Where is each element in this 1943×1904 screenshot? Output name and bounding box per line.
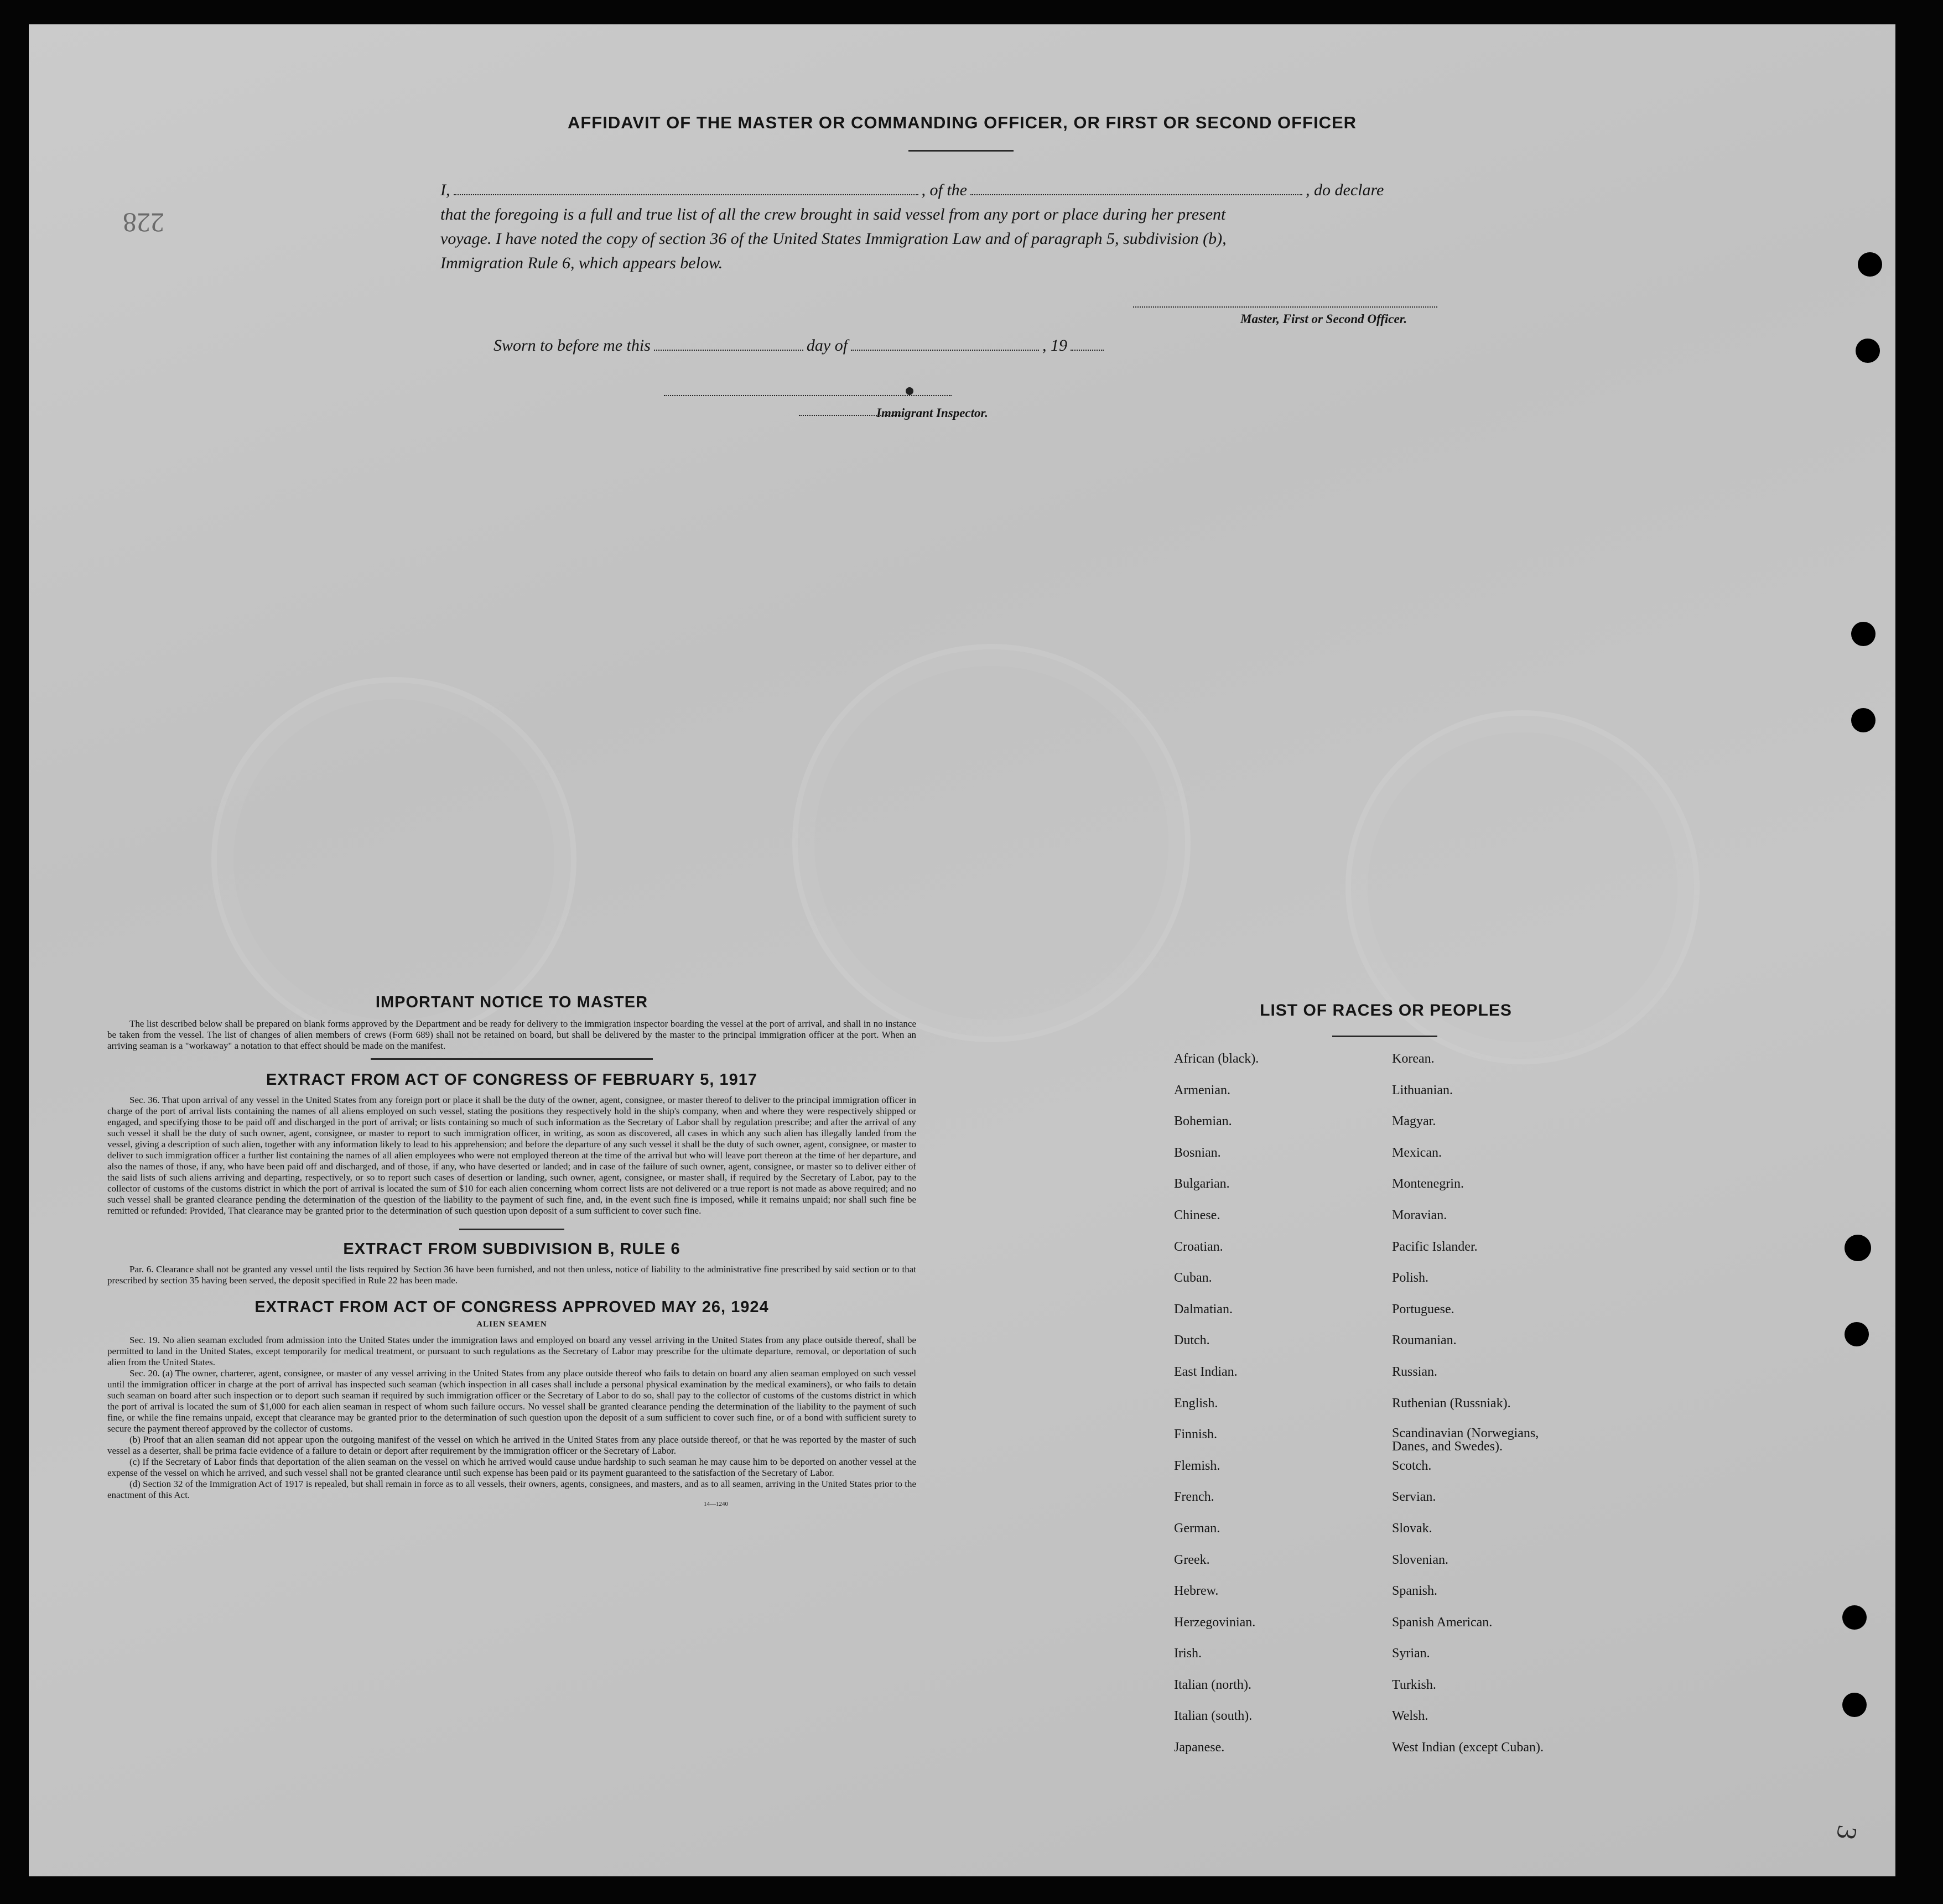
extract-1917-title: EXTRACT FROM ACT OF CONGRESS OF FEBRUARY 5, 1917 xyxy=(266,1071,758,1089)
race-item: Croatian. xyxy=(1174,1239,1223,1254)
race-item: Lithuanian. xyxy=(1392,1083,1453,1097)
affidavit-i: I, xyxy=(440,181,450,199)
race-item: Armenian. xyxy=(1174,1083,1230,1097)
race-item: Chinese. xyxy=(1174,1208,1220,1222)
race-item: Herzegovinian. xyxy=(1174,1615,1256,1630)
race-item: Dutch. xyxy=(1174,1333,1210,1348)
affidavit-of-the: , of the xyxy=(921,181,967,199)
notice-text: The list described below shall be prepared on blank forms approved by the Department and be ready for delivery to the immigration inspector boarding the vessel at the port of arrival, and shall in no instance be taken from the vessel. The list of changes of alien members of crews (Form 689) shall not be retained on board, but shall be delivered by the master to the principal immigration officer at the port. When an arriving seaman is a "workaway" a notation to that effect should be made on the manifest. xyxy=(107,1018,916,1051)
race-item: West Indian (except Cuban). xyxy=(1392,1740,1544,1755)
race-item: Hebrew. xyxy=(1174,1584,1219,1599)
binder-hole xyxy=(1842,1693,1867,1717)
ghost-seal-left xyxy=(211,677,576,1042)
affidavit-declare: , do declare xyxy=(1306,181,1384,199)
extract-1924-sec19: Sec. 19. No alien seaman excluded from admission into the United States under the immigration laws and employed on board any vessel arriving in the United States from any place outside thereof, shall be permitted to land in the United States, except temporarily for medical treatment, or pursuant to such regulations as the Secretary of Labor may prescribe for the ultimate departure, removal, or deportation of such alien from the United States. xyxy=(107,1335,916,1367)
extract-1924-sec20b: (b) Proof that an alien seaman did not appear upon the outgoing manifest of the vessel on which he arrived in the United States from any place outside thereof, or that he was reported by the master of such vessel as a deserter, shall be prima facie evidence of a failure to detain or deport after requirement by the immigration officer or the Secretary of Labor. xyxy=(107,1434,916,1456)
affidavit-line-1 xyxy=(440,178,1514,202)
races-title-rule xyxy=(1332,1036,1437,1037)
race-item: Irish. xyxy=(1174,1646,1202,1661)
affidavit-line-2: that the foregoing is a full and true list of all the crew brought in said vessel from any port or place during her present xyxy=(440,205,1226,223)
race-item: Turkish. xyxy=(1392,1677,1436,1692)
race-item: Syrian. xyxy=(1392,1646,1430,1661)
extract-1924-sec20d: (d) Section 32 of the Immigration Act of 1917 is repealed, but shall remain in force as to all vessels, their owners, agents, consignees, and masters, and as to all seamen, arriving in the United States prior to the enactment of this Act. xyxy=(107,1479,916,1500)
race-item: Italian (south). xyxy=(1174,1709,1253,1724)
inspector-label: Immigrant Inspector. xyxy=(876,406,988,420)
race-item: Scotch. xyxy=(1392,1458,1432,1473)
race-item: Italian (north). xyxy=(1174,1677,1251,1692)
margin-stamp: 228 xyxy=(123,207,164,238)
race-item: Scandinavian (Norwegians, Danes, and Swedes). xyxy=(1392,1426,1539,1454)
race-item: Finnish. xyxy=(1174,1427,1218,1442)
race-item: English. xyxy=(1174,1396,1218,1411)
race-item: Montenegrin. xyxy=(1392,1177,1464,1192)
sworn-year-blank[interactable] xyxy=(1071,349,1104,351)
race-item: Welsh. xyxy=(1392,1709,1428,1724)
corner-mark: 3 xyxy=(1830,1823,1864,1843)
race-item: German. xyxy=(1174,1521,1220,1536)
race-item: Bulgarian. xyxy=(1174,1177,1230,1192)
race-item: Slovak. xyxy=(1392,1521,1432,1536)
affidavit-body xyxy=(440,178,1514,275)
race-item: Moravian. xyxy=(1392,1208,1447,1222)
race-item: Dalmatian. xyxy=(1174,1302,1233,1317)
race-item: Greek. xyxy=(1174,1552,1210,1567)
races-title: LIST OF RACES OR PEOPLES xyxy=(1260,1001,1512,1019)
race-item: Ruthenian (Russniak). xyxy=(1392,1396,1511,1411)
race-item: Bosnian. xyxy=(1174,1145,1221,1160)
race-item: Cuban. xyxy=(1174,1271,1212,1286)
race-item: Flemish. xyxy=(1174,1458,1220,1473)
affidavit-title: AFFIDAVIT OF THE MASTER OR COMMANDING OFFICER, OR FIRST OR SECOND OFFICER xyxy=(567,113,1357,132)
document-page xyxy=(29,24,1895,1876)
races-left-column xyxy=(1174,1051,1384,1771)
extract-1917-text: Sec. 36. That upon arrival of any vessel in the United States from any foreign port or place it shall be the duty of the owner, agent, consignee, or master thereof to deliver to the principal immigration officer in charge of the port of arrival lists containing the names of all aliens employed on such vessel, stating the positions they respectively hold in the ship's company, when and where they were respectively shipped or engaged, and specifying those to be paid off and discharged in the port of arrival; or lists containing so much of such information as the Secretary of Labor shall by regulation prescribe; and after the arrival of any such vessel it shall be the duty of such owner, agent, consignee, or master to report to such immigration officer, in writing, as soon as discovered, all cases in which any such alien has illegally landed from the vessel, giving a description of such alien, together with any information likely to lead to his apprehension; and before the departure of any such vessel it shall be the duty of such owner, agent, consignee, or master to deliver to such immigration officer a further list containing the names of all alien employees who were not employed thereon at the time of the arrival but who will leave port thereon at the time of her departure, and also the names of those, if any, who have been paid off and discharged, and of those, if any, who have deserted or landed; and in case of the failure of such owner, agent, consignee, or master so to deliver either of the said lists of such aliens arriving and departing, respectively, or so to report such cases of desertion or landing, such owner, agent, consignee, or master shall, if required by the Secretary of Labor, pay to the collector of customs of the customs district in which the port of arrival is located the sum of $10 for each alien concerning whom correct lists are not delivered or a true report is not made as above required; and no such vessel shall be granted clearance pending the determination of the question of the liability to the payment of such fine, and, in the event such fine is imposed, while it remains unpaid; nor shall such fine be remitted or refunded: Provided, That clearance may be granted prior to the determination of such question upon deposit of a sum sufficient to cover such fine. xyxy=(107,1095,916,1216)
rule-2 xyxy=(459,1229,564,1230)
inspector-signature-line[interactable] xyxy=(664,395,952,396)
sworn-prefix: Sworn to before me this xyxy=(493,336,651,355)
affidavit-line-4: Immigration Rule 6, which appears below. xyxy=(440,254,723,272)
binder-hole xyxy=(1842,1605,1867,1630)
race-item: Roumanian. xyxy=(1392,1333,1457,1348)
sworn-year: , 19 xyxy=(1042,336,1068,355)
form-number: 14—1240 xyxy=(704,1501,728,1507)
sworn-date-blank[interactable] xyxy=(654,349,803,351)
notice-title: IMPORTANT NOTICE TO MASTER xyxy=(375,993,648,1011)
binder-hole xyxy=(1851,622,1876,646)
race-item: Spanish American. xyxy=(1392,1615,1493,1630)
race-item: Magyar. xyxy=(1392,1114,1436,1129)
left-column xyxy=(107,993,916,1507)
race-item: Spanish. xyxy=(1392,1584,1438,1599)
race-item: Slovenian. xyxy=(1392,1552,1448,1567)
ink-blot xyxy=(906,387,913,395)
races-right-column xyxy=(1392,1051,1646,1771)
race-item: Pacific Islander. xyxy=(1392,1239,1478,1254)
race-item: Polish. xyxy=(1392,1271,1429,1286)
affidavit-title-rule xyxy=(908,150,1014,152)
binder-hole xyxy=(1845,1322,1869,1346)
race-item: Mexican. xyxy=(1392,1145,1442,1160)
binder-hole xyxy=(1858,252,1882,277)
affidavit-line-3: voyage. I have noted the copy of section 36 of the United States Immigration Law and of paragraph 5, subdivision (b), xyxy=(440,230,1227,248)
sworn-line xyxy=(493,336,1107,355)
race-item: Bohemian. xyxy=(1174,1114,1232,1129)
race-item: African (black). xyxy=(1174,1052,1259,1066)
race-item: Japanese. xyxy=(1174,1740,1225,1755)
binder-hole xyxy=(1856,339,1880,363)
race-item: Korean. xyxy=(1392,1052,1435,1066)
sworn-day-of: day of xyxy=(806,336,848,355)
vessel-blank[interactable] xyxy=(970,194,1302,195)
binder-hole xyxy=(1851,708,1876,732)
extract-1924-sec20a: Sec. 20. (a) The owner, charterer, agent, consignee, or master of any vessel arriving in the United States from any place outside thereof who fails to detain on board any alien seaman employed on such vessel until the immigration officer in charge at the port of arrival has inspected such seaman (which inspection in all cases shall include a personal physical examination by the medical examiners), or who fails to detain such seaman on board after such inspection or to deport such seaman if required by such immigration officer or the Secretary of Labor to do so, shall pay to the collector of customs of the customs district in which the port of arrival is located the sum of $1,000 for each alien seaman in respect of whom such failure occurs. No vessel shall be granted clearance pending the determination of the liability to the payment of such fine, or while the fine remains unpaid, except that clearance may be granted prior to the determination of such question upon the deposit of a sum sufficient to cover such fine, or of a bond with sufficient surety to secure the payment thereof approved by the collector of customs. xyxy=(107,1368,916,1434)
rule-1 xyxy=(371,1058,653,1060)
race-item: Russian. xyxy=(1392,1364,1438,1379)
race-item: French. xyxy=(1174,1490,1214,1505)
signature-label: Master, First or Second Officer. xyxy=(1240,312,1407,326)
extract-rule6-title: EXTRACT FROM SUBDIVISION B, RULE 6 xyxy=(343,1240,680,1258)
alien-seamen-subtitle: ALIEN SEAMEN xyxy=(476,1320,547,1329)
extract-1924-title: EXTRACT FROM ACT OF CONGRESS APPROVED MAY 26, 1924 xyxy=(254,1298,769,1316)
name-blank[interactable] xyxy=(454,194,918,195)
binder-hole xyxy=(1845,1235,1871,1261)
race-item: East Indian. xyxy=(1174,1364,1238,1379)
race-item: Servian. xyxy=(1392,1490,1436,1505)
extract-1924-sec20c: (c) If the Secretary of Labor finds that deportation of the alien seaman on the vessel on which he arrived would cause undue hardship to such seaman he may cause him to be deported on another vessel at the expense of the vessel on which he arrived, and such vessel shall not be granted clearance until such expense has been paid or its payment guaranteed to the satisfaction of the Secretary of Labor. xyxy=(107,1456,916,1478)
ghost-seal-center xyxy=(792,644,1191,1042)
sworn-month-blank[interactable] xyxy=(851,349,1039,351)
extract-rule6-text: Par. 6. Clearance shall not be granted any vessel until the lists required by Section 36 have been furnished, and not then unless, notice of liability to the administrative fine prescribed by said section or to that prescribed by section 35 having been served, the deposit specified in Rule 22 has been made. xyxy=(107,1264,916,1286)
race-item: Portuguese. xyxy=(1392,1302,1454,1317)
signature-line[interactable] xyxy=(1133,306,1437,308)
